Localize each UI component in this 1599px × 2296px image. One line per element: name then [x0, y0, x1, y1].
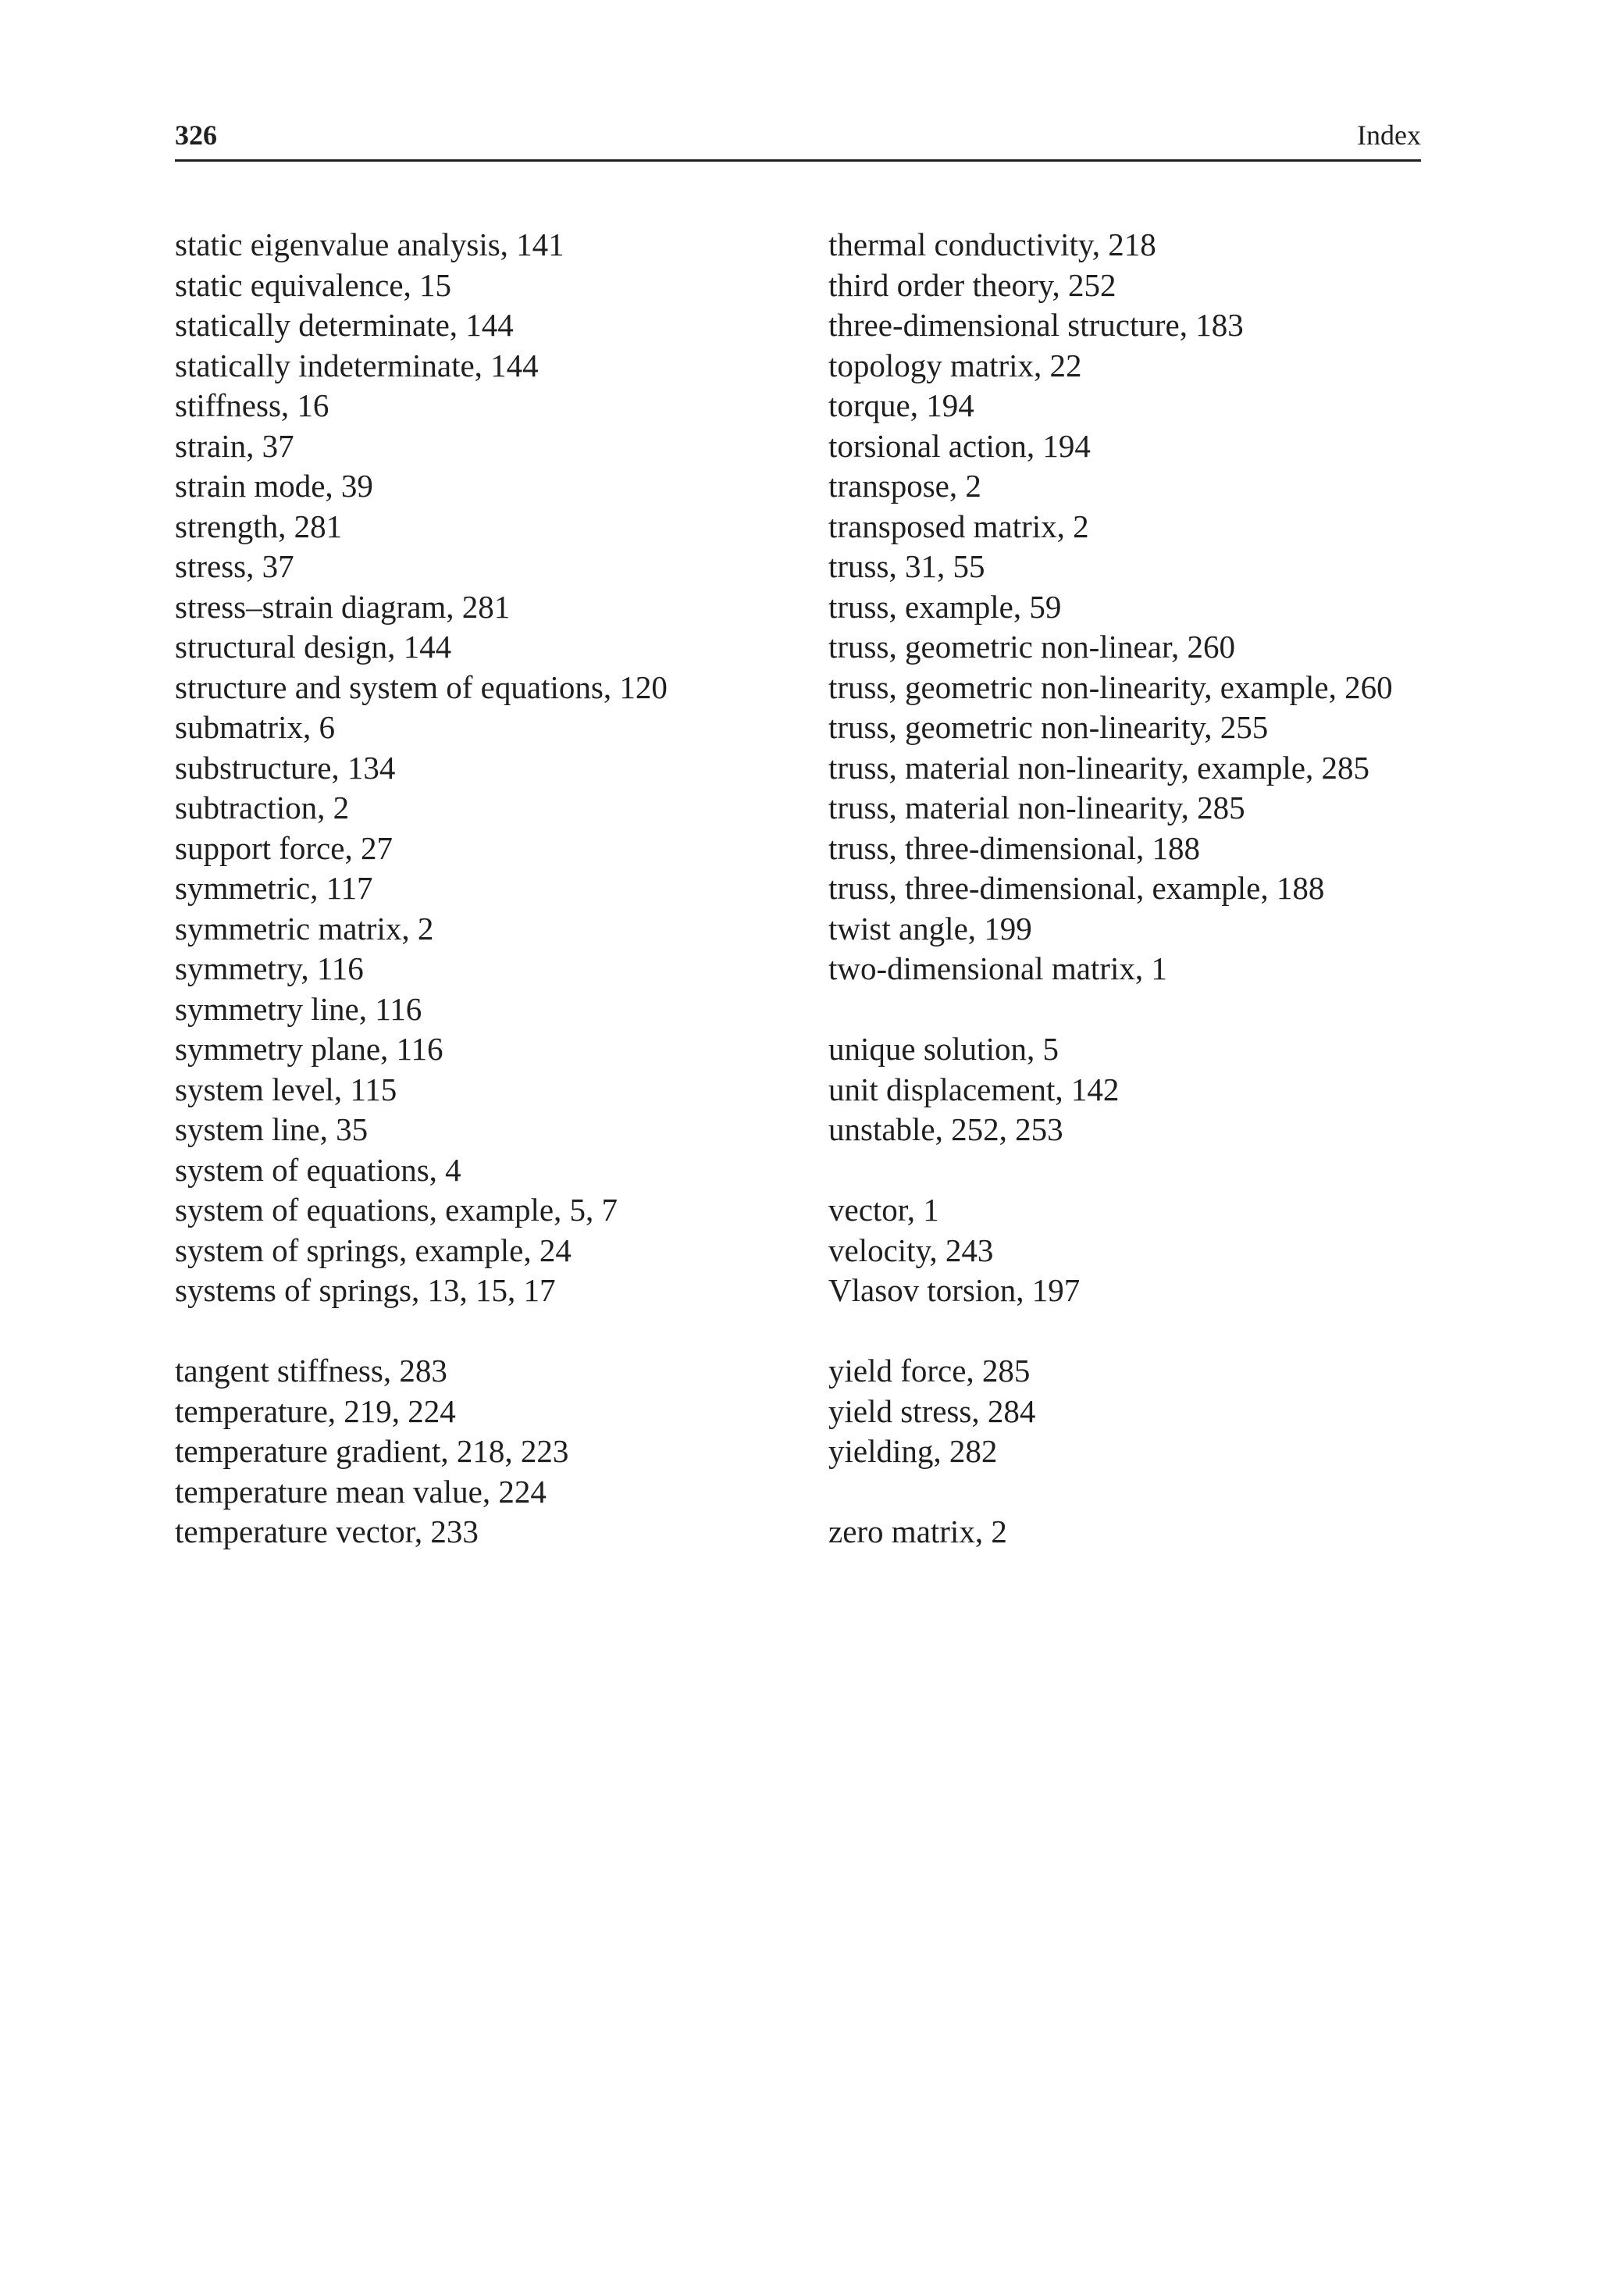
index-letter-group: [828, 225, 1393, 989]
index-letter-group: [828, 1190, 1393, 1311]
index-entry: submatrix, 6: [175, 709, 335, 745]
index-entry: system of equations, 4: [175, 1151, 461, 1188]
index-entry: velocity, 243: [828, 1232, 994, 1268]
index-entry: unique solution, 5: [828, 1031, 1059, 1067]
index-entry: transpose, 2: [828, 468, 981, 504]
index-entry: temperature gradient, 218, 223: [175, 1433, 569, 1469]
index-entry: system line, 35: [175, 1111, 369, 1147]
index-entry: yield stress, 284: [828, 1392, 1036, 1429]
index-entry: symmetric, 117: [175, 870, 373, 906]
index-entry: support force, 27: [175, 829, 393, 866]
index-entry: zero matrix, 2: [828, 1513, 1007, 1549]
index-letter-group: [175, 225, 668, 1311]
index-entry: two-dimensional matrix, 1: [828, 950, 1167, 986]
index-entry: unstable, 252, 253: [828, 1111, 1063, 1147]
index-entry: systems of springs, 13, 15, 17: [175, 1272, 556, 1308]
index-entry: system of springs, example, 24: [175, 1232, 572, 1268]
index-letter-group: [828, 1512, 1393, 1553]
index-entry: third order theory, 252: [828, 266, 1116, 303]
index-entry: truss, three-dimensional, example, 188: [828, 870, 1325, 906]
index-entry: thermal conductivity, 218: [828, 226, 1156, 262]
running-head: [175, 116, 1421, 162]
index-entry: symmetry plane, 116: [175, 1031, 443, 1067]
index-entry: temperature, 219, 224: [175, 1392, 456, 1429]
index-entry: system level, 115: [175, 1071, 397, 1107]
index-entry: tangent stiffness, 283: [175, 1353, 447, 1389]
index-entry: vector, 1: [828, 1192, 939, 1228]
index-column-left: [175, 225, 668, 1592]
index-entry: temperature vector, 233: [175, 1513, 479, 1549]
index-entry: truss, 31, 55: [828, 548, 985, 584]
index-entry: three-dimensional structure, 183: [828, 307, 1244, 343]
index-entry: yielding, 282: [828, 1433, 998, 1469]
index-entry: symmetry, 116: [175, 950, 364, 986]
index-entry: static equivalence, 15: [175, 266, 452, 303]
index-entry: substructure, 134: [175, 749, 396, 786]
index-entry: twist angle, 199: [828, 910, 1032, 947]
index-entry: truss, material non-linearity, 285: [828, 790, 1245, 825]
index-entry: stress, 37: [175, 548, 294, 584]
page-number: 326: [175, 119, 217, 151]
index-entry: truss, geometric non-linearity, example, 260: [828, 668, 1393, 705]
index-entry: stiffness, 16: [175, 387, 329, 423]
index-entry: truss, geometric non-linear, 260: [828, 629, 1235, 665]
index-entry: strain, 37: [175, 427, 294, 464]
index-entry: truss, material non-linearity, example, 285: [828, 749, 1369, 786]
index-entry: Vlasov torsion, 197: [828, 1272, 1081, 1308]
index-entry: strain mode, 39: [175, 468, 373, 504]
index-entry: temperature mean value, 224: [175, 1473, 547, 1510]
index-entry: subtraction, 2: [175, 790, 350, 825]
index-entry: yield force, 285: [828, 1353, 1031, 1389]
section-title: Index: [1357, 119, 1421, 151]
index-entry: topology matrix, 22: [828, 347, 1082, 383]
index-entry: truss, geometric non-linearity, 255: [828, 709, 1269, 745]
index-column-right: [828, 225, 1393, 1592]
index-letter-group: [828, 1029, 1393, 1150]
index-letter-group: [828, 1351, 1393, 1472]
index-entry: torsional action, 194: [828, 427, 1091, 464]
index-entry: symmetry line, 116: [175, 990, 422, 1027]
index-entry: stress–strain diagram, 281: [175, 588, 511, 625]
index-entry: strength, 281: [175, 508, 343, 544]
index-entry: unit displacement, 142: [828, 1071, 1120, 1107]
index-entry: structure and system of equations, 120: [175, 668, 668, 705]
index-entry: system of equations, example, 5, 7: [175, 1192, 618, 1228]
index-entry: torque, 194: [828, 387, 974, 423]
index-letter-group: [175, 1351, 668, 1553]
index-entry: symmetric matrix, 2: [175, 910, 434, 947]
index-entry: transposed matrix, 2: [828, 508, 1089, 544]
index-entry: static eigenvalue analysis, 141: [175, 226, 564, 262]
index-entry: truss, three-dimensional, 188: [828, 829, 1200, 866]
index-entry: structural design, 144: [175, 629, 452, 665]
index-entry: statically indeterminate, 144: [175, 347, 539, 383]
index-entry: truss, example, 59: [828, 588, 1062, 625]
index-entry: statically determinate, 144: [175, 307, 514, 343]
